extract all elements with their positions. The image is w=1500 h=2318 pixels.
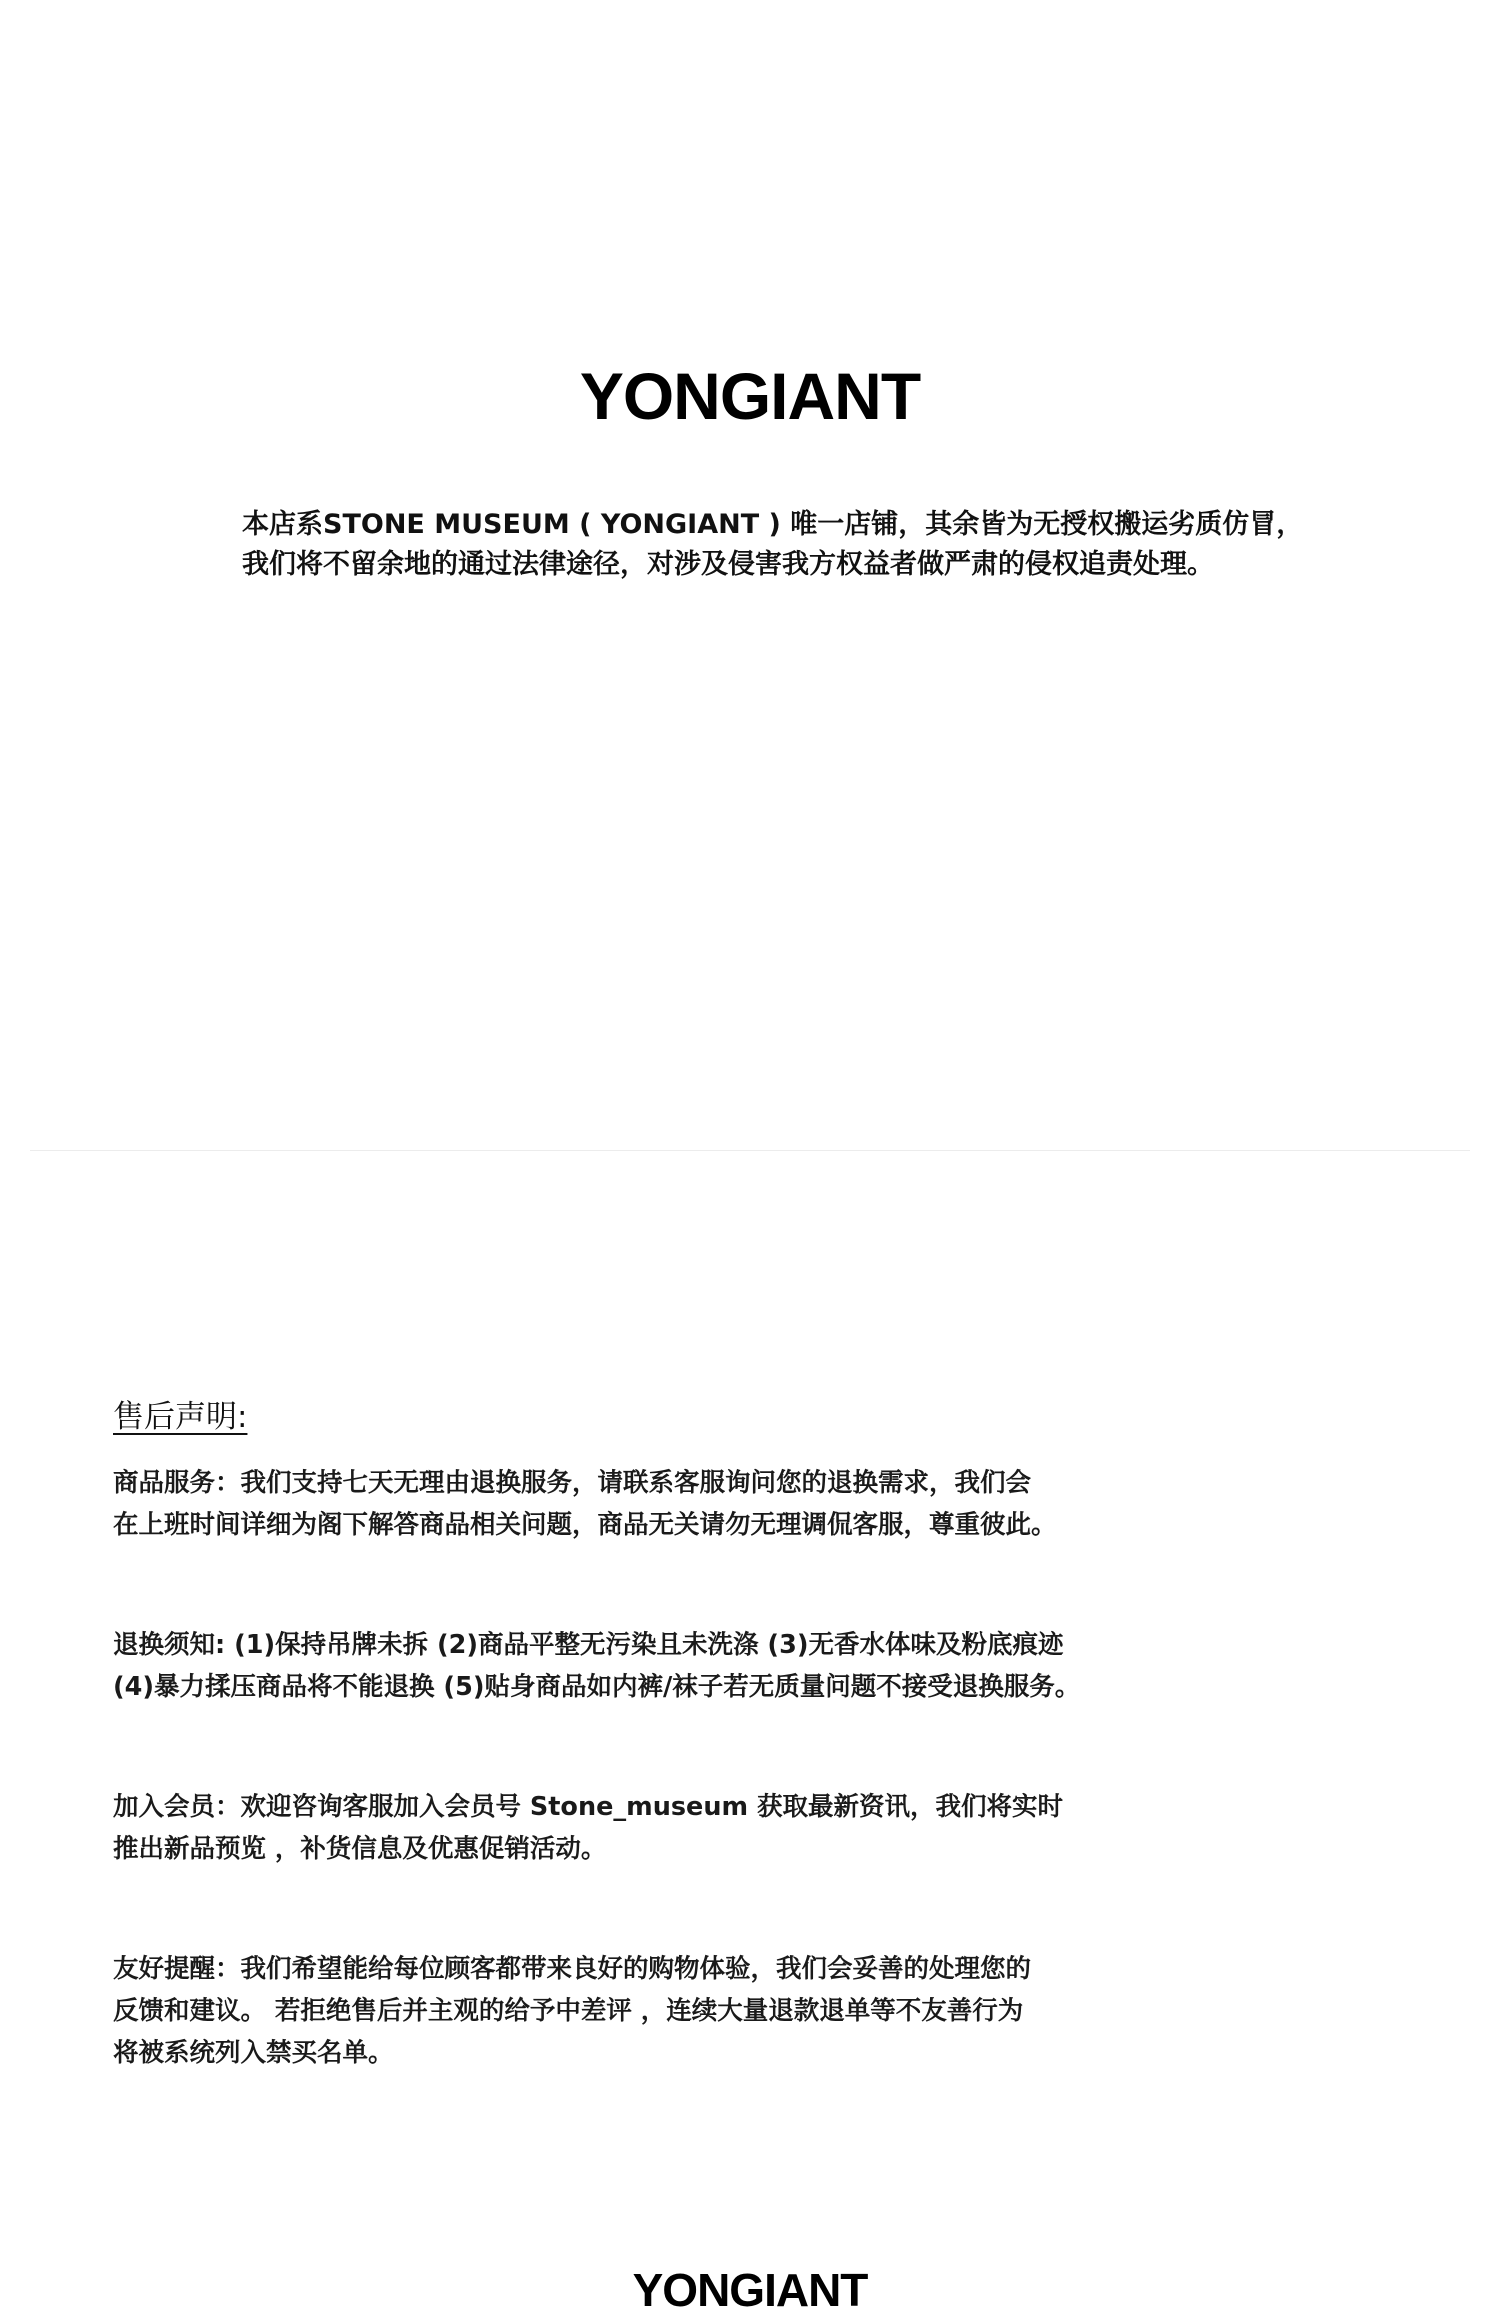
aftersale-section-membership: [113, 1786, 1233, 1870]
anti-counterfeit-notice: [242, 505, 1392, 585]
section-line: 加入会员：欢迎咨询客服加入会员号 Stone_museum 获取最新资讯，我们将实时: [113, 1792, 1063, 1822]
section-divider: [30, 1150, 1470, 1151]
section-line: 将被系统列入禁买名单。: [113, 2038, 394, 2068]
section-line: 反馈和建议。 若拒绝售后并主观的给予中差评 ，连续大量退款退单等不友善行为: [113, 1996, 1024, 2026]
notice-line: 本店系STONE MUSEUM ( YONGIANT ) 唯一店铺，其余皆为无授权搬运劣质仿冒，: [242, 509, 1304, 540]
aftersale-section-friendly-reminder: [113, 1948, 1233, 2074]
brand-logo-bottom: YONGIANT: [632, 2264, 868, 2316]
section-line: 退换须知: (1)保持吊牌未拆 (2)商品平整无污染且未洗涤 (3)无香水体味及粉底痕迹: [113, 1630, 1064, 1660]
brand-logo-top: YONGIANT: [579, 359, 921, 433]
section-line: 商品服务：我们支持七天无理由退换服务，请联系客服询问您的退换需求，我们会: [113, 1468, 1032, 1498]
aftersale-section-return-rules: [113, 1624, 1233, 1708]
section-line: (4)暴力揉压商品将不能退换 (5)贴身商品如内裤/袜子若无质量问题不接受退换服务。: [113, 1672, 1081, 1702]
section-line: 友好提醒：我们希望能给每位顾客都带来良好的购物体验，我们会妥善的处理您的: [113, 1954, 1032, 1984]
aftersale-title: 售后声明:: [113, 1399, 248, 1435]
section-line: 推出新品预览 ，补货信息及优惠促销活动。: [113, 1834, 607, 1864]
aftersale-section-product-service: [113, 1462, 1233, 1546]
notice-line: 我们将不留余地的通过法律途径，对涉及侵害我方权益者做严肃的侵权追责处理。: [242, 549, 1214, 580]
section-line: 在上班时间详细为阁下解答商品相关问题，商品无关请勿无理调侃客服，尊重彼此。: [113, 1510, 1057, 1540]
